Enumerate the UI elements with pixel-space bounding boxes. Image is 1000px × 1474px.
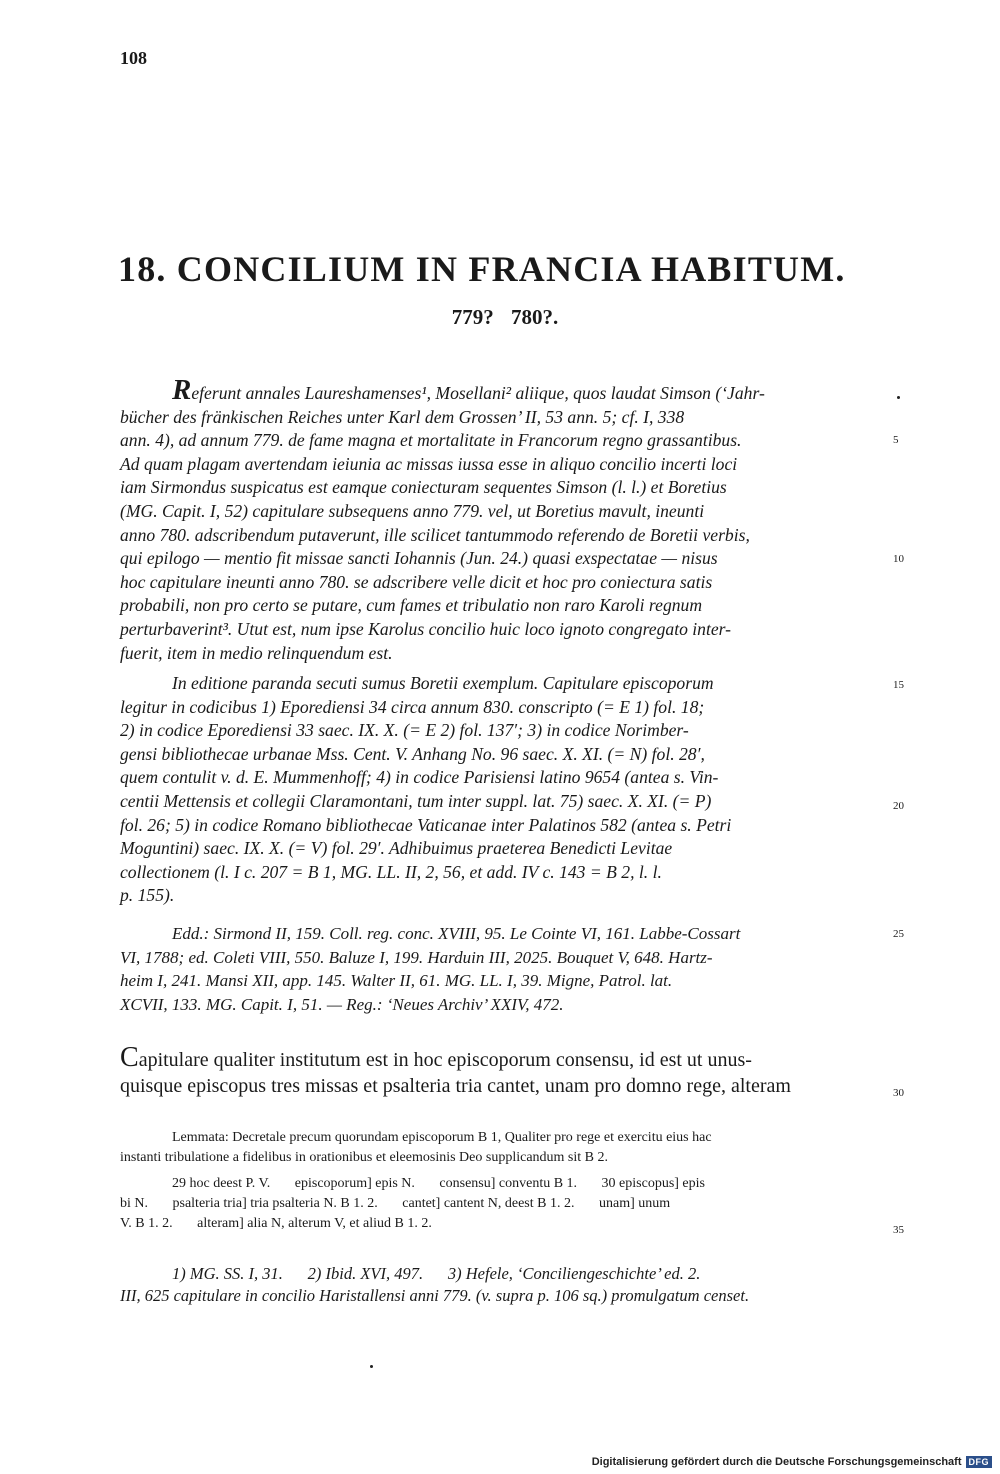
intro-line: anno 780. adscribendum putaverunt, ille scilicet tantummodo referendo de Boretii verbis,	[120, 524, 750, 545]
lemmata	[120, 1128, 890, 1168]
edd-line: XCVII, 133. MG. Capit. I, 51. — Reg.: ‘Neues Archiv’ XXIV, 472.	[120, 994, 564, 1014]
intro-dropcap: R	[172, 374, 192, 406]
intro-line: eferunt annales Laureshamenses¹, Mosellani² aliique, quos laudat Simson (‘Jahr-	[191, 383, 765, 403]
intro-line: ann. 4), ad annum 779. de fame magna et mortalitate in Francorum regno grassantibus.	[120, 430, 742, 451]
editions-list	[120, 922, 890, 1016]
footnotes	[120, 1263, 890, 1307]
dfg-logo: DFG	[966, 1456, 993, 1468]
margin-dot	[370, 1365, 373, 1368]
capitulare-text	[120, 1044, 890, 1099]
intro-line: (MG. Capit. I, 52) capitulare subsequens anno 779. vel, ut Boretius mavult, ineunti	[120, 500, 705, 521]
intro-line: qui epilogo — mentio fit missae sancti Iohannis (Jun. 24.) quasi exspectatae — nisus	[120, 548, 718, 569]
line-number: 5	[893, 434, 899, 446]
line-number: 35	[893, 1224, 904, 1236]
editions-line: fol. 26; 5) in codice Romano bibliothecae Vaticanae inter Palatinos 582 (antea s. Petri	[120, 814, 732, 835]
editions-line: centii Mettensis et collegii Claramontani, tum inter suppl. lat. 75) saec. X. XI. (= P)	[120, 790, 712, 811]
critical-apparatus	[120, 1174, 890, 1234]
editions-line: gensi bibliothecae urbanae Mss. Cent. V. Anhang No. 96 saec. X. XI. (= N) fol. 28′,	[120, 743, 705, 764]
apparatus-line: 29 hoc deest P. V. episcoporum] epis N. consensu] conventu B 1. 30 episcopus] epis	[172, 1176, 705, 1191]
lemmata-line: Lemmata: Decretale precum quorundam episcoporum B 1, Qualiter pro rege et exercitu eius hac	[172, 1130, 712, 1145]
footnote-line: 1) MG. SS. I, 31. 2) Ibid. XVI, 497. 3) Hefele, ‘Conciliengeschichte’ ed. 2.	[172, 1264, 701, 1283]
editions-line: In editione paranda secuti sumus Boretii exemplum. Capitulare episcoporum	[172, 673, 714, 693]
editions-line: 2) in codice Eporediensi 33 saec. IX. X. (= E 2) fol. 137′; 3) in codice Norimber-	[120, 720, 689, 741]
line-number: 30	[893, 1087, 904, 1099]
editions-line: Moguntini) saec. IX. X. (= V) fol. 29′. Adhibuimus praeterea Benedicti Levitae	[120, 838, 673, 859]
line-number: 25	[893, 928, 904, 940]
intro-line: fuerit, item in medio relinquendum est.	[120, 642, 393, 663]
intro-line: bücher des fränkischen Reiches unter Karl dem Grossen’ II, 53 ann. 5; cf. I, 338	[120, 406, 685, 427]
line-number: 10	[893, 553, 904, 565]
footer-credit-text: Digitalisierung gefördert durch die Deutsche Forschungsgemeinschaft	[591, 1456, 962, 1468]
lemmata-line: instanti tribulatione a fidelibus in orationibus et eleemosinis Deo supplicandum sit B 2.	[120, 1150, 608, 1165]
text-dropcap: C	[120, 1042, 139, 1073]
intro-line: probabili, non pro certo se putare, cum fames et tribulatio non raro Karoli regnum	[120, 595, 703, 616]
chapter-dates: 779? 780?.	[451, 305, 559, 329]
line-number: 20	[893, 800, 904, 812]
footnote-line: III, 625 capitulare in concilio Haristallensi anni 779. (v. supra p. 106 sq.) promulgatum censet.	[120, 1286, 750, 1305]
intro-line: hoc capitulare ineunti anno 780. se adscribere velle dicit et hoc pro coniectura satis	[120, 571, 713, 592]
page-number: 108	[120, 48, 147, 68]
intro-paragraph	[120, 376, 890, 665]
editions-line: collectionem (l. I c. 207 = B 1, MG. LL. II, 2, 56, et add. IV c. 143 = B 2, l. l.	[120, 861, 662, 882]
chapter-title: 18. CONCILIUM IN FRANCIA HABITUM.	[118, 249, 846, 289]
editions-line: legitur in codicibus 1) Eporediensi 34 circa annum 830. conscripto (= E 1) fol. 18;	[120, 696, 705, 717]
footer-credit	[592, 1456, 992, 1468]
edd-line: Edd.: Sirmond II, 159. Coll. reg. conc. XVIII, 95. Le Cointe VI, 161. Labbe-Cossart	[172, 924, 741, 943]
apparatus-line: bi N. psalteria tria] tria psalteria N. B 1. 2. cantet] cantent N, deest B 1. 2. unam] unum	[120, 1196, 671, 1211]
margin-dot	[897, 396, 900, 399]
editions-paragraph	[120, 672, 890, 908]
text-line: apitulare qualiter institutum est in hoc episcoporum consensu, id est ut unus-	[138, 1049, 752, 1071]
intro-line: perturbaverint³. Utut est, num ipse Karolus concilio huic loco ignoto congregato inter-	[120, 618, 732, 639]
line-number: 15	[893, 679, 904, 691]
intro-line: iam Sirmondus suspicatus est eamque coniecturam sequentes Simson (l. l.) et Boretius	[120, 477, 727, 498]
apparatus-line: V. B 1. 2. alteram] alia N, alterum V, et aliud B 1. 2.	[120, 1216, 432, 1231]
editions-line: p. 155).	[120, 885, 175, 906]
editions-line: quem contulit v. d. E. Mummenhoff; 4) in codice Parisiensi latino 9654 (antea s. Vin-	[120, 767, 719, 788]
text-line: quisque episcopus tres missas et psalteria tria cantet, unam pro domno rege, alteram	[120, 1075, 791, 1097]
edd-line: VI, 1788; ed. Coleti VIII, 550. Baluze I, 199. Harduin III, 2025. Bouquet V, 648. Hartz-	[120, 947, 713, 967]
edd-line: heim I, 241. Mansi XII, app. 145. Walter II, 61. MG. LL. I, 39. Migne, Patrol. lat.	[120, 971, 673, 991]
intro-line: Ad quam plagam avertendam ieiunia ac missas iussa esse in aliquo concilio incerti loci	[120, 453, 738, 474]
